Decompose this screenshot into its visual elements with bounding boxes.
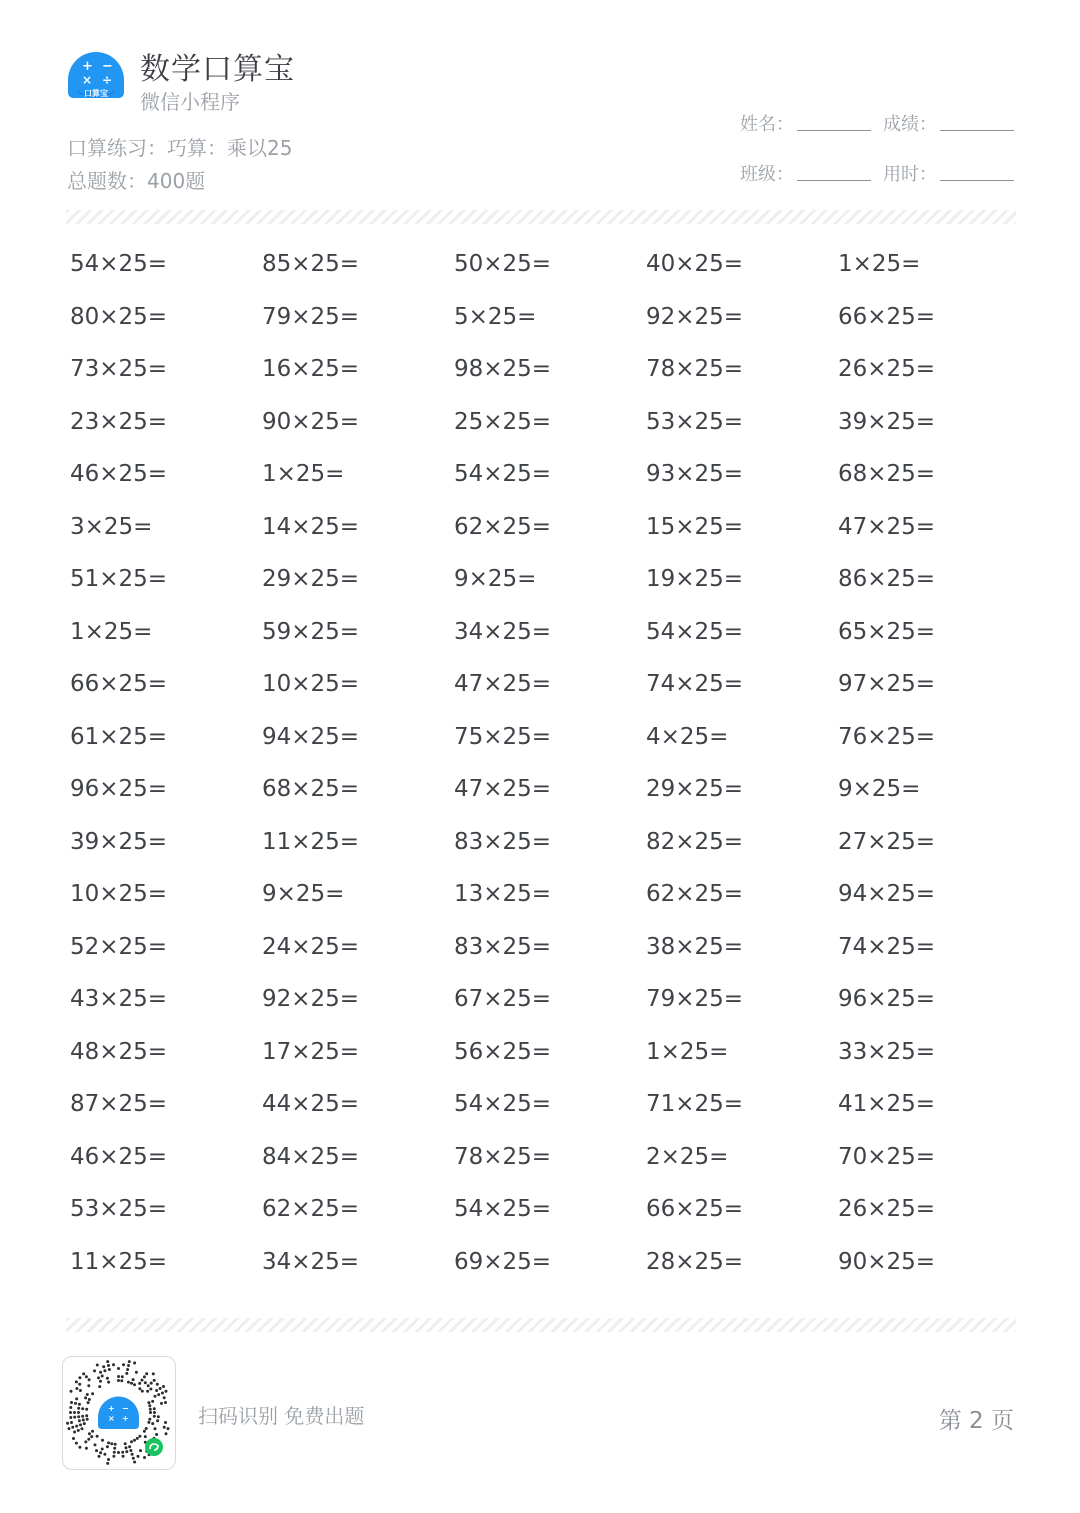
- problem-row: [70, 658, 1030, 711]
- problem-row: [70, 1131, 1030, 1184]
- problem-item: 68×25=: [262, 776, 360, 803]
- problem-item: 11×25=: [70, 1248, 168, 1275]
- problem-item: 56×25=: [454, 1038, 552, 1065]
- problem-item: 66×25=: [646, 1196, 744, 1223]
- page-number: 第 2 页: [938, 1408, 1014, 1434]
- problem-row: [70, 1026, 1030, 1079]
- problem-item: 93×25=: [646, 461, 744, 488]
- problem-item: 83×25=: [454, 828, 552, 855]
- problem-item: 65×25=: [838, 618, 936, 645]
- problem-item: 52×25=: [70, 933, 168, 960]
- problem-item: 92×25=: [262, 986, 360, 1013]
- problem-item: 73×25=: [70, 356, 168, 383]
- problem-item: 26×25=: [838, 356, 936, 383]
- problem-item: 38×25=: [646, 933, 744, 960]
- logo-text: 口算宝: [84, 89, 108, 98]
- top-divider: [66, 210, 1016, 224]
- problem-item: 84×25=: [262, 1143, 360, 1170]
- problem-item: 39×25=: [70, 828, 168, 855]
- problem-item: 62×25=: [646, 881, 744, 908]
- problem-item: 76×25=: [838, 723, 936, 750]
- problem-row: [70, 291, 1030, 344]
- problem-item: 98×25=: [454, 356, 552, 383]
- problem-item: 75×25=: [454, 723, 552, 750]
- problem-row: [70, 606, 1030, 659]
- problem-item: 94×25=: [838, 881, 936, 908]
- problem-row: [70, 553, 1030, 606]
- problem-item: 47×25=: [838, 513, 936, 540]
- problem-item: 19×25=: [646, 566, 744, 593]
- problem-item: 79×25=: [262, 303, 360, 330]
- problem-item: 5×25=: [454, 303, 537, 330]
- problem-item: 26×25=: [838, 1196, 936, 1223]
- problem-item: 13×25=: [454, 881, 552, 908]
- problem-item: 29×25=: [262, 566, 360, 593]
- problem-item: 9×25=: [262, 881, 345, 908]
- problem-row: [70, 868, 1030, 921]
- problem-item: 54×25=: [454, 461, 552, 488]
- problem-item: 67×25=: [454, 986, 552, 1013]
- svg-text:÷: ÷: [102, 73, 113, 87]
- problem-item: 10×25=: [70, 881, 168, 908]
- problem-item: 15×25=: [646, 513, 744, 540]
- problem-item: 83×25=: [454, 933, 552, 960]
- problem-item: 10×25=: [262, 671, 360, 698]
- problem-item: 29×25=: [646, 776, 744, 803]
- problem-item: 11×25=: [262, 828, 360, 855]
- problem-item: 80×25=: [70, 303, 168, 330]
- problem-item: 66×25=: [70, 671, 168, 698]
- problem-item: 51×25=: [70, 566, 168, 593]
- problem-row: [70, 711, 1030, 764]
- qr-code-icon: [63, 1357, 174, 1468]
- problem-item: 87×25=: [70, 1091, 168, 1118]
- qr-code[interactable]: [62, 1356, 176, 1470]
- problem-row: [70, 973, 1030, 1026]
- problem-item: 54×25=: [70, 251, 168, 278]
- problem-item: 24×25=: [262, 933, 360, 960]
- problem-row: [70, 343, 1030, 396]
- problem-item: 1×25=: [646, 1038, 729, 1065]
- problem-row: [70, 1078, 1030, 1131]
- problem-item: 61×25=: [70, 723, 168, 750]
- problem-item: 48×25=: [70, 1038, 168, 1065]
- problem-item: 68×25=: [838, 461, 936, 488]
- problem-item: 43×25=: [70, 986, 168, 1013]
- problem-item: 94×25=: [262, 723, 360, 750]
- name-field[interactable]: [797, 130, 871, 131]
- problem-item: 78×25=: [454, 1143, 552, 1170]
- app-title: 数学口算宝: [140, 52, 295, 87]
- problem-item: 27×25=: [838, 828, 936, 855]
- problem-item: 46×25=: [70, 461, 168, 488]
- score-label: 成绩：: [883, 114, 937, 135]
- problem-item: 47×25=: [454, 671, 552, 698]
- problem-item: 90×25=: [262, 408, 360, 435]
- problem-item: 69×25=: [454, 1248, 552, 1275]
- problem-row: [70, 448, 1030, 501]
- problem-item: 79×25=: [646, 986, 744, 1013]
- problem-item: 62×25=: [262, 1196, 360, 1223]
- svg-text:×: ×: [108, 1414, 115, 1423]
- class-field[interactable]: [797, 180, 871, 181]
- problem-item: 34×25=: [262, 1248, 360, 1275]
- problem-item: 44×25=: [262, 1091, 360, 1118]
- problem-item: 59×25=: [262, 618, 360, 645]
- problem-item: 90×25=: [838, 1248, 936, 1275]
- app-subtitle: 微信小程序: [140, 90, 240, 114]
- problem-item: 54×25=: [454, 1091, 552, 1118]
- problem-item: 86×25=: [838, 566, 936, 593]
- problem-item: 66×25=: [838, 303, 936, 330]
- time-label: 用时：: [883, 164, 937, 185]
- problem-item: 46×25=: [70, 1143, 168, 1170]
- problem-item: 54×25=: [454, 1196, 552, 1223]
- problem-item: 34×25=: [454, 618, 552, 645]
- svg-text:−: −: [102, 59, 113, 74]
- problem-item: 97×25=: [838, 671, 936, 698]
- problem-item: 1×25=: [70, 618, 153, 645]
- problem-item: 82×25=: [646, 828, 744, 855]
- problem-item: 28×25=: [646, 1248, 744, 1275]
- time-field[interactable]: [940, 180, 1014, 181]
- problem-item: 9×25=: [838, 776, 921, 803]
- problem-item: 78×25=: [646, 356, 744, 383]
- name-label: 姓名：: [740, 114, 794, 135]
- problem-row: [70, 921, 1030, 974]
- svg-text:−: −: [122, 1404, 129, 1413]
- problem-item: 85×25=: [262, 251, 360, 278]
- problem-item: 50×25=: [454, 251, 552, 278]
- total-label: 总题数：400题: [67, 169, 206, 193]
- exercise-label: 口算练习：巧算：乘以25: [67, 136, 293, 160]
- problem-grid: [70, 238, 1030, 1288]
- problem-row: [70, 1183, 1030, 1236]
- app-logo-icon: [66, 46, 126, 102]
- problem-item: 1×25=: [838, 251, 921, 278]
- problem-item: 62×25=: [454, 513, 552, 540]
- problem-item: 25×25=: [454, 408, 552, 435]
- problem-row: [70, 238, 1030, 291]
- bottom-divider: [66, 1318, 1016, 1332]
- class-label: 班级：: [740, 164, 794, 185]
- problem-item: 54×25=: [646, 618, 744, 645]
- problem-item: 71×25=: [646, 1091, 744, 1118]
- mini-program-icon: [145, 1438, 163, 1456]
- problem-item: 39×25=: [838, 408, 936, 435]
- problem-item: 40×25=: [646, 251, 744, 278]
- problem-item: 4×25=: [646, 723, 729, 750]
- problem-item: 1×25=: [262, 461, 345, 488]
- problem-item: 2×25=: [646, 1143, 729, 1170]
- problem-row: [70, 501, 1030, 554]
- problem-item: 41×25=: [838, 1091, 936, 1118]
- problem-item: 33×25=: [838, 1038, 936, 1065]
- problem-item: 70×25=: [838, 1143, 936, 1170]
- problem-item: 23×25=: [70, 408, 168, 435]
- problem-row: [70, 763, 1030, 816]
- svg-text:×: ×: [82, 73, 93, 87]
- problem-item: 17×25=: [262, 1038, 360, 1065]
- svg-text:+: +: [108, 1404, 115, 1413]
- problem-row: [70, 816, 1030, 869]
- problem-item: 16×25=: [262, 356, 360, 383]
- problem-item: 92×25=: [646, 303, 744, 330]
- problem-item: 96×25=: [838, 986, 936, 1013]
- problem-item: 96×25=: [70, 776, 168, 803]
- problem-item: 53×25=: [646, 408, 744, 435]
- problem-item: 9×25=: [454, 566, 537, 593]
- problem-row: [70, 1236, 1030, 1289]
- problem-row: [70, 396, 1030, 449]
- problem-item: 3×25=: [70, 513, 153, 540]
- svg-text:+: +: [122, 1414, 129, 1423]
- problem-item: 53×25=: [70, 1196, 168, 1223]
- score-field[interactable]: [940, 130, 1014, 131]
- problem-item: 74×25=: [646, 671, 744, 698]
- svg-text:+: +: [82, 59, 93, 74]
- problem-item: 47×25=: [454, 776, 552, 803]
- scan-text: 扫码识别 免费出题: [198, 1404, 365, 1428]
- problem-item: 74×25=: [838, 933, 936, 960]
- problem-item: 14×25=: [262, 513, 360, 540]
